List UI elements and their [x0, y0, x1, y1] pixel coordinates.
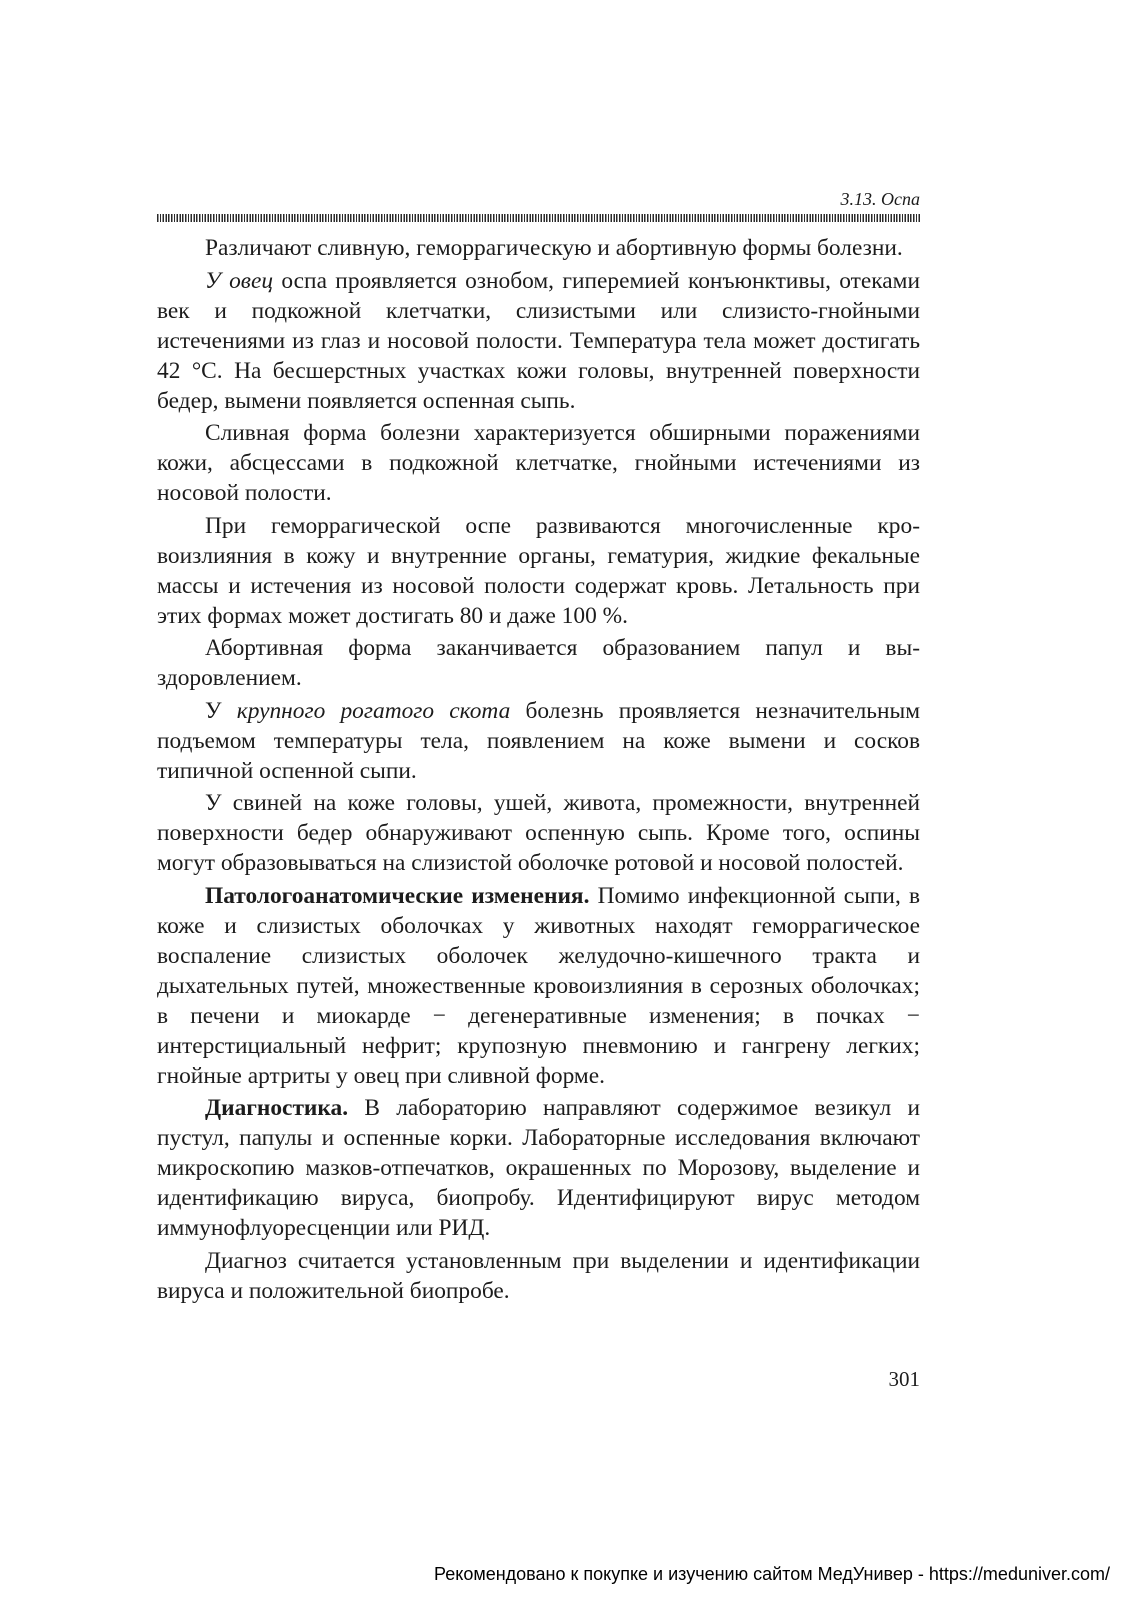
paragraph-text: оспа проявляется ознобом, гиперемией конъюнктивы, отеками век и подкожной клетчатки, слизистыми или слизисто-гнойными истечениями из глаз и носовой полости. Температура тела может достигать 42 °С. На бесшерстных участках кожи головы, внутренней поверхности бедер, вымени появляется оспенная сыпь.	[157, 267, 920, 414]
body-text	[157, 233, 920, 1308]
paragraph-prefix: У	[205, 697, 237, 724]
paragraph	[157, 266, 920, 416]
paragraph: Различают сливную, геморрагическую и абортивную формы болезни.	[205, 235, 903, 261]
section-heading: Диагностика.	[205, 1095, 349, 1121]
paragraph-text: Помимо инфекционной сыпи, в коже и слизистых оболочках у животных находят геморрагическое воспаление слизистых оболочек желудочно-кишечного тракта и дыхательных путей, множественные кровоизлияния в серозных оболочках; в печени и миокарде − дегенеративные изменения; в почках − интерстициальный нефрит; крупозную пневмонию и гангрену легких; гнойные артриты у овец при сливной форме.	[157, 882, 921, 1089]
paragraph: Диагноз считается установленным при выделении и идентификации вируса и положительной биопробе.	[157, 1247, 920, 1304]
page-number: 301	[888, 1367, 920, 1391]
paragraph-text: болезнь проявляется незначительным подъемом температуры тела, появлением на коже вымени и сосков типичной оспенной сыпи.	[157, 697, 920, 784]
italic-lead: У овец	[205, 267, 274, 294]
footer-recommendation: Рекомендовано к покупке и изучению сайтом МедУнивер - https://meduniver.com/	[434, 1564, 1110, 1584]
paragraph: Сливная форма болезни характеризуется обширными поражениями кожи, абсцессами в подкожной клетчатке, гнойными истечениями из носовой полости.	[157, 420, 920, 506]
italic-lead: крупного рогатого скота	[236, 697, 511, 724]
paragraph	[157, 881, 920, 1091]
paragraph	[157, 696, 920, 786]
paragraph	[157, 1093, 920, 1243]
section-heading: Патологоанатомические изменения.	[205, 882, 590, 909]
header-rule	[157, 214, 920, 222]
paragraph: Абортивная форма заканчивается образованием папул и выздоровлением.	[157, 635, 920, 691]
paragraph-text: В лабораторию направляют содержимое везикул и пустул, папулы и оспенные корки. Лабораторные исследования включают микроскопию мазков-отпечатков, окрашенных по Морозову, выделение и идентификацию вируса, биопробу. Идентифицируют вирус методом иммунофлуоресценции или РИД.	[157, 1095, 920, 1241]
paragraph: При геморрагической оспе развиваются многочисленные кровоизлияния в кожу и внутренние органы, гематурия, жидкие фекальные массы и истечения из носовой полости содержат кровь. Летальность при этих формах может достигать 80 и даже 100 %.	[157, 512, 920, 629]
running-head: 3.13. Оспа	[840, 189, 920, 209]
paragraph: У свиней на коже головы, ушей, живота, промежности, внутренней поверхности бедер обнаруживают оспенную сыпь. Кроме того, оспины могут образовываться на слизистой оболочке ротовой и носовой полостей.	[157, 790, 920, 876]
